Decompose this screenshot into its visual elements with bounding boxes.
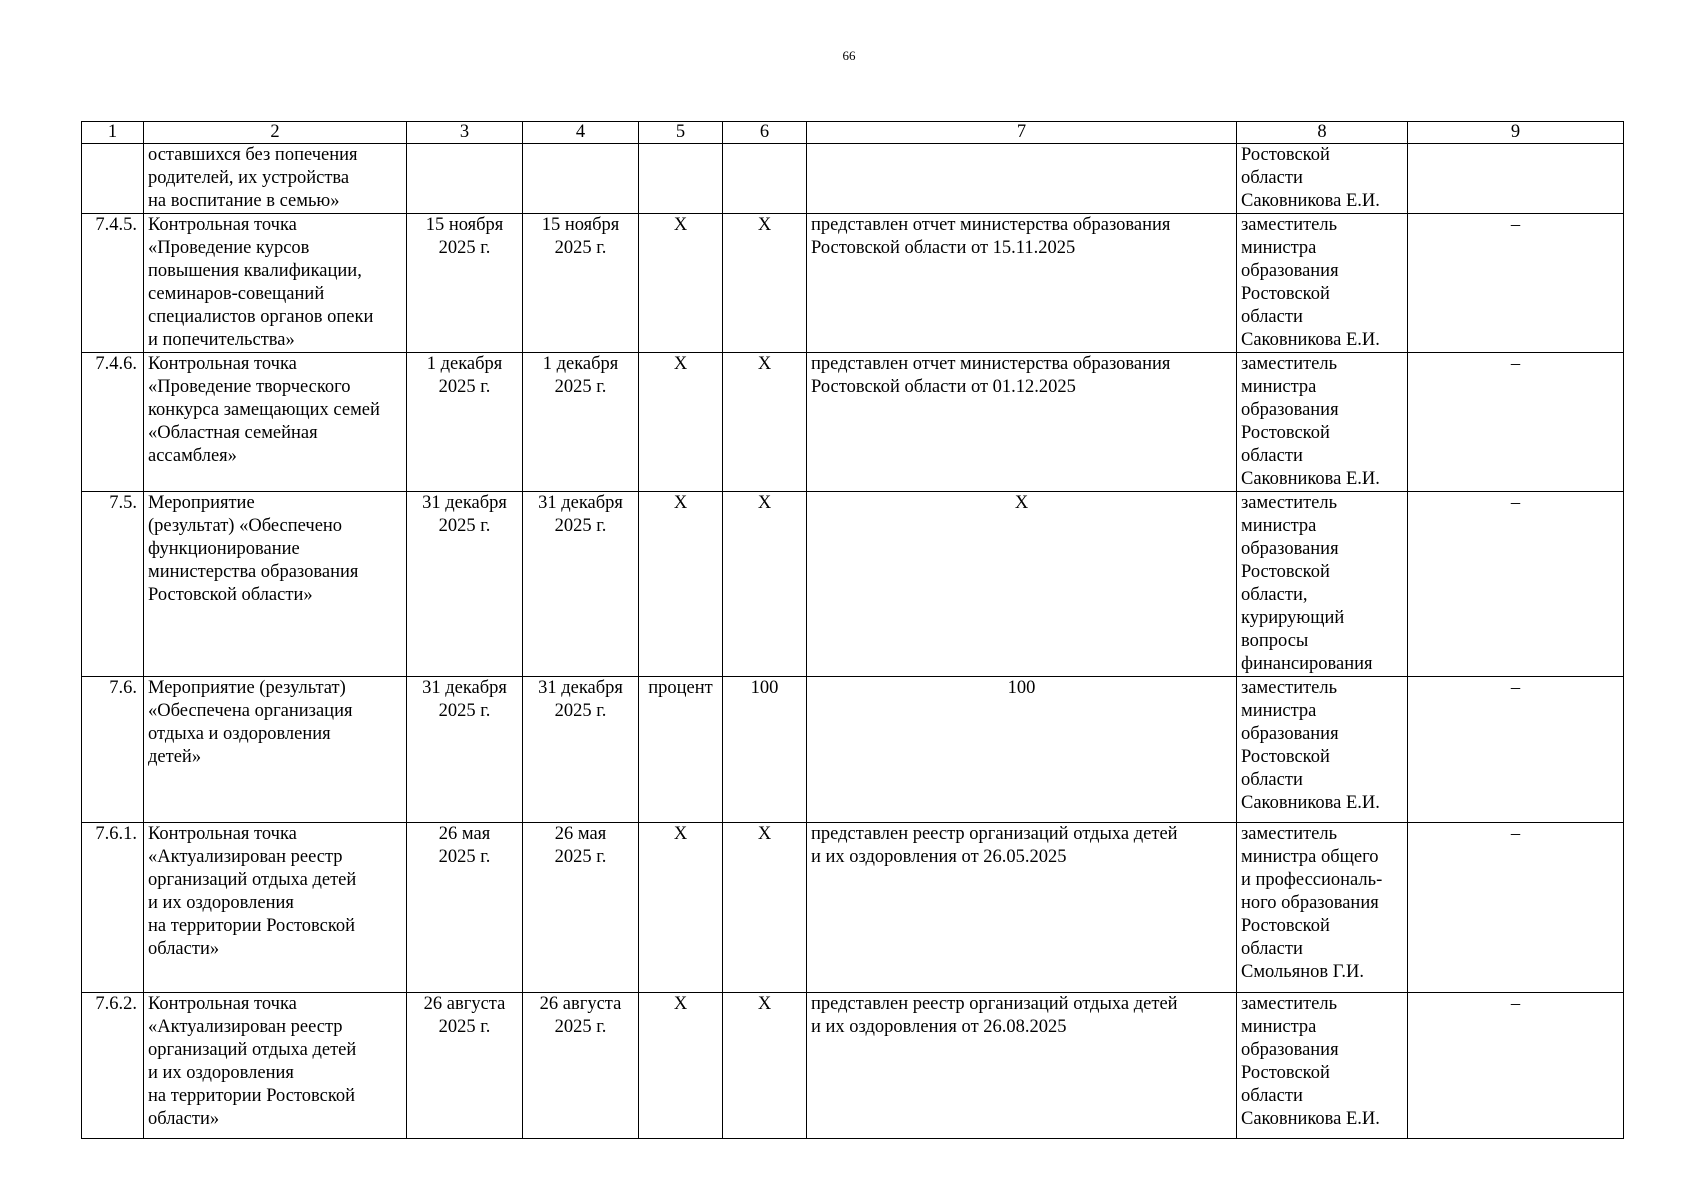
table-row [82, 823, 1624, 993]
table-row [82, 993, 1624, 1139]
end-date: 1 декабря 2025 г. [523, 353, 639, 492]
end-date: 31 декабря 2025 г. [523, 492, 639, 677]
note: – [1408, 492, 1624, 677]
plan-value: 100 [723, 677, 807, 823]
note: – [1408, 677, 1624, 823]
unit: X [639, 353, 723, 492]
start-date: 15 ноября 2025 г. [407, 214, 523, 353]
column-header-6: 6 [723, 122, 807, 144]
row-number: 7.6. [82, 677, 144, 823]
unit: X [639, 823, 723, 993]
row-number: 7.5. [82, 492, 144, 677]
plan-value: X [723, 214, 807, 353]
plan-value: X [723, 492, 807, 677]
table-row [82, 144, 1624, 214]
start-date: 1 декабря 2025 г. [407, 353, 523, 492]
end-date: 31 декабря 2025 г. [523, 677, 639, 823]
responsible-person: заместитель министра образования Ростовской области, курирующий вопросы финансирования [1237, 492, 1408, 677]
row-number: 7.6.1. [82, 823, 144, 993]
result-text: представлен реестр организаций отдыха детей и их оздоровления от 26.08.2025 [807, 993, 1237, 1139]
row-number [82, 144, 144, 214]
start-date [407, 144, 523, 214]
event-name: Мероприятие (результат) «Обеспечено функционирование министерства образования Ростовской области» [144, 492, 407, 677]
unit: процент [639, 677, 723, 823]
note: – [1408, 823, 1624, 993]
result-text: представлен отчет министерства образования Ростовской области от 15.11.2025 [807, 214, 1237, 353]
event-name: Контрольная точка «Актуализирован реестр организаций отдыха детей и их оздоровления на территории Ростовской области» [144, 823, 407, 993]
note: – [1408, 214, 1624, 353]
table-row [82, 214, 1624, 353]
end-date [523, 144, 639, 214]
responsible-person: заместитель министра образования Ростовской области Саковникова Е.И. [1237, 353, 1408, 492]
event-name: Контрольная точка «Актуализирован реестр организаций отдыха детей и их оздоровления на территории Ростовской области» [144, 993, 407, 1139]
column-header-2: 2 [144, 122, 407, 144]
column-header-4: 4 [523, 122, 639, 144]
page-number: 66 [842, 48, 856, 63]
result-text: представлен реестр организаций отдыха детей и их оздоровления от 26.05.2025 [807, 823, 1237, 993]
plan-value: X [723, 823, 807, 993]
start-date: 26 августа 2025 г. [407, 993, 523, 1139]
table-row [82, 677, 1624, 823]
table-row [82, 492, 1624, 677]
event-name: Мероприятие (результат) «Обеспечена организация отдыха и оздоровления детей» [144, 677, 407, 823]
note: – [1408, 353, 1624, 492]
note [1408, 144, 1624, 214]
result-text: X [807, 492, 1237, 677]
unit: X [639, 214, 723, 353]
column-header-8: 8 [1237, 122, 1408, 144]
unit: X [639, 492, 723, 677]
column-header-7: 7 [807, 122, 1237, 144]
event-name: Контрольная точка «Проведение творческого конкурса замещающих семей «Областная семейная ассамблея» [144, 353, 407, 492]
responsible-person: заместитель министра общего и профессиональ- ного образования Ростовской области Смольянов Г.И. [1237, 823, 1408, 993]
result-text: представлен отчет министерства образования Ростовской области от 01.12.2025 [807, 353, 1237, 492]
end-date: 15 ноября 2025 г. [523, 214, 639, 353]
plan-table [81, 121, 1624, 1139]
plan-value [723, 144, 807, 214]
event-name: оставшихся без попечения родителей, их устройства на воспитание в семью» [144, 144, 407, 214]
column-header-3: 3 [407, 122, 523, 144]
unit [639, 144, 723, 214]
note: – [1408, 993, 1624, 1139]
responsible-person: заместитель министра образования Ростовской области Саковникова Е.И. [1237, 677, 1408, 823]
result-text [807, 144, 1237, 214]
unit: X [639, 993, 723, 1139]
start-date: 26 мая 2025 г. [407, 823, 523, 993]
row-number: 7.4.6. [82, 353, 144, 492]
table-row [82, 353, 1624, 492]
plan-value: X [723, 353, 807, 492]
event-name: Контрольная точка «Проведение курсов повышения квалификации, семинаров-совещаний специалистов органов опеки и попечительства» [144, 214, 407, 353]
start-date: 31 декабря 2025 г. [407, 492, 523, 677]
column-header-9: 9 [1408, 122, 1624, 144]
end-date: 26 мая 2025 г. [523, 823, 639, 993]
end-date: 26 августа 2025 г. [523, 993, 639, 1139]
header-row [82, 122, 1624, 144]
responsible-person: заместитель министра образования Ростовской области Саковникова Е.И. [1237, 993, 1408, 1139]
row-number: 7.6.2. [82, 993, 144, 1139]
column-header-5: 5 [639, 122, 723, 144]
responsible-person: Ростовской области Саковникова Е.И. [1237, 144, 1408, 214]
plan-value: X [723, 993, 807, 1139]
row-number: 7.4.5. [82, 214, 144, 353]
column-header-1: 1 [82, 122, 144, 144]
responsible-person: заместитель министра образования Ростовской области Саковникова Е.И. [1237, 214, 1408, 353]
result-text: 100 [807, 677, 1237, 823]
start-date: 31 декабря 2025 г. [407, 677, 523, 823]
